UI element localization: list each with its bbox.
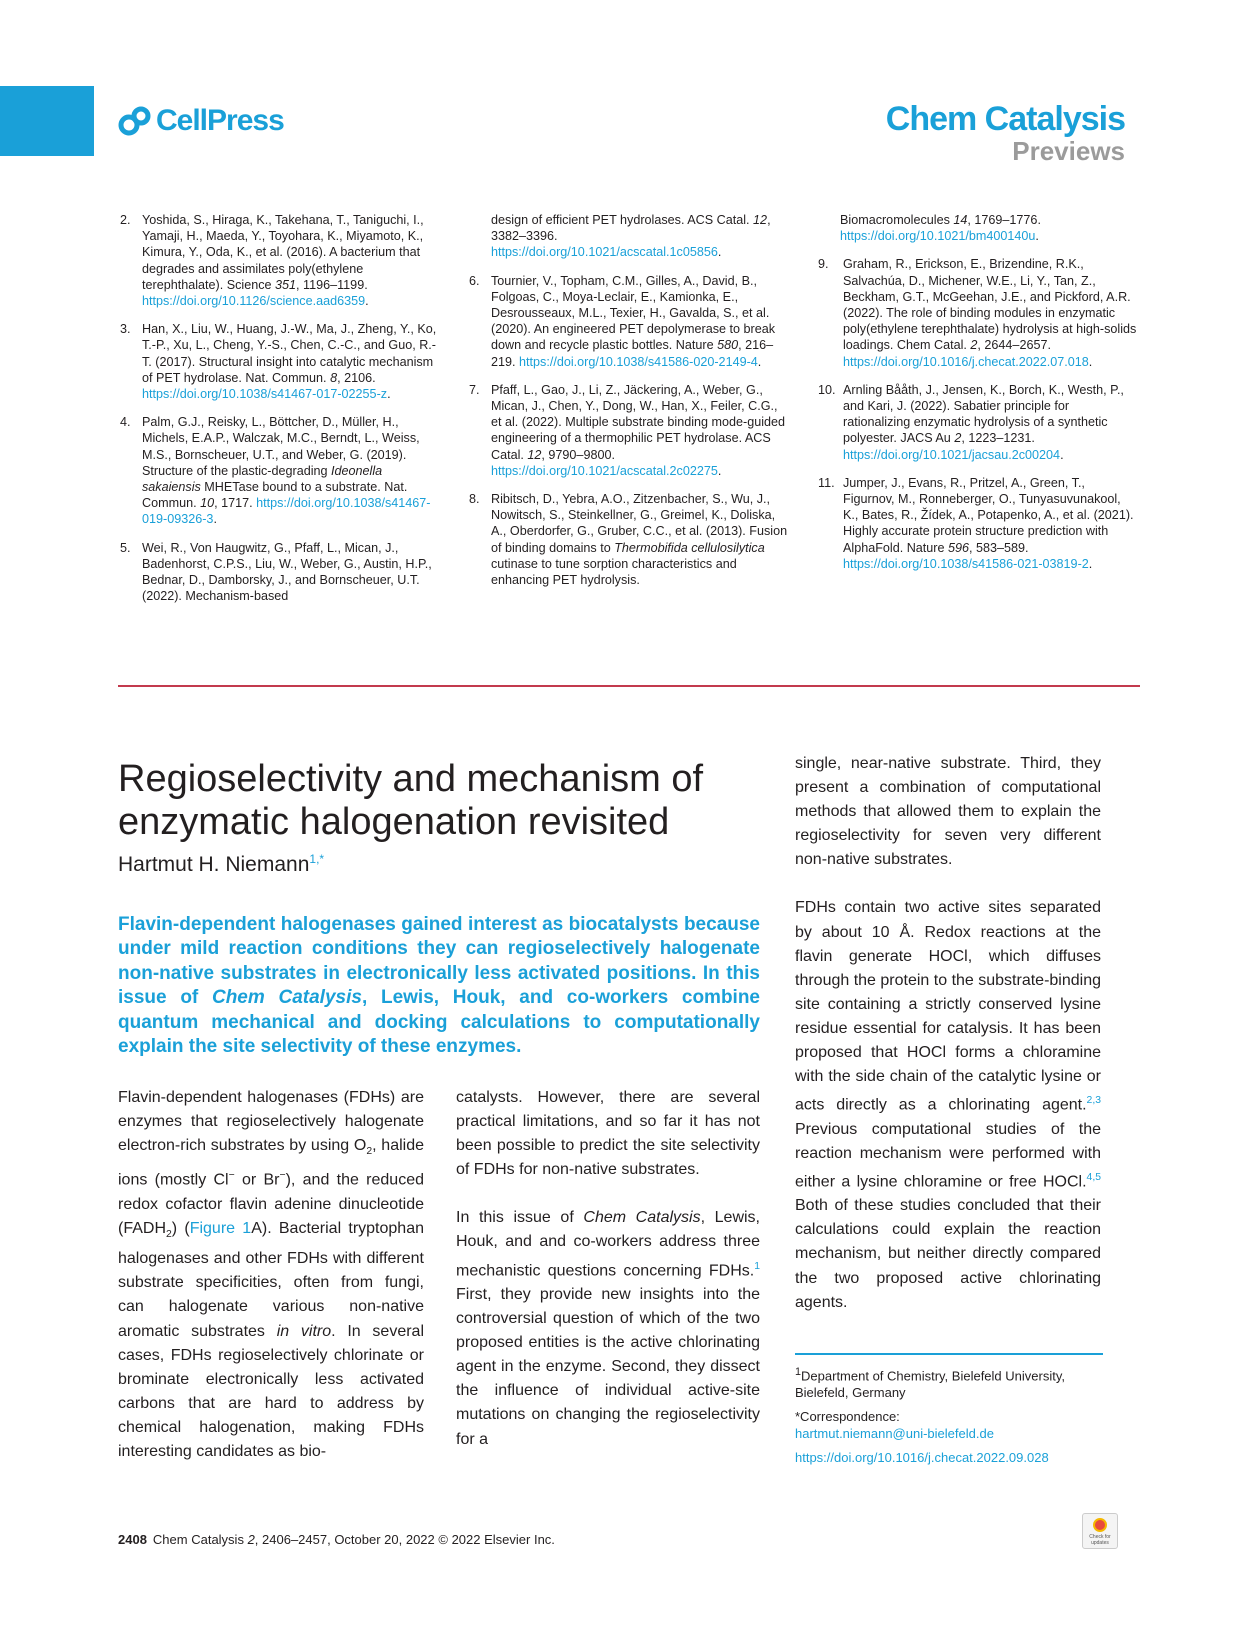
reference-text: , 216–219. — [491, 338, 774, 369]
reference-text: , 3382–3396. — [491, 213, 771, 244]
body-link[interactable]: Figure 1 — [189, 1219, 252, 1237]
affiliation-text: Department of Chemistry, Bielefeld University, Bielefeld, Germany — [795, 1368, 1065, 1401]
body-text: ) ( — [171, 1219, 190, 1237]
body-text: or Br — [234, 1171, 280, 1189]
body-text: in vitro — [276, 1322, 332, 1340]
reference-number: 10. — [818, 382, 836, 397]
reference-item — [818, 475, 1138, 572]
body-paragraph — [456, 1086, 760, 1182]
reference-text: 10 — [200, 496, 215, 511]
abstract-text: Chem Catalysis — [211, 987, 362, 1009]
footer-volume: 2 — [247, 1532, 255, 1547]
reference-item — [818, 382, 1138, 463]
abstract-text: , Lewis, Houk, and co-workers combine quantum mechanical and docking calculations to computationally explain the site selectivity of these enzymes. — [118, 987, 761, 1058]
references-column-2 — [469, 212, 789, 616]
reference-text: , 2106. — [337, 370, 376, 385]
reference-text: 580 — [717, 338, 739, 353]
reference-number: 9. — [818, 257, 829, 272]
check-for-updates-badge[interactable] — [1082, 1513, 1118, 1549]
reference-link[interactable]: https://doi.org/10.1021/acscatal.2c02275 — [491, 463, 718, 478]
body-link-wrap — [1087, 1172, 1101, 1183]
footer-journal: Chem Catalysis — [152, 1532, 248, 1547]
reference-text: , 1223–1231. — [961, 431, 1035, 446]
reference-text: . — [1060, 447, 1064, 462]
correspondence-email-link[interactable]: hartmut.niemann@uni-bielefeld.de — [795, 1426, 994, 1442]
affiliation-rule — [795, 1353, 1103, 1355]
body-link-wrap — [1087, 1095, 1101, 1106]
body-text: Both of these studies concluded that their calculations could explain the reaction mechanism, but neither directly compared the two proposed active chlorinating agents. — [795, 1197, 1101, 1311]
affiliation-block — [795, 1364, 1105, 1473]
body-text: ), and the reduced redox cofactor flavin adenine dinucleotide (FADH — [118, 1171, 425, 1237]
header-accent-tab — [0, 86, 94, 156]
reference-link[interactable]: https://doi.org/10.1126/science.aad6359 — [142, 294, 366, 309]
reference-item — [818, 256, 1138, 369]
reference-text — [491, 382, 789, 479]
body-text: − — [279, 1170, 286, 1182]
reference-item — [469, 212, 789, 261]
author-affiliation-mark[interactable]: 1,* — [309, 852, 325, 866]
reference-item — [469, 382, 789, 479]
reference-text: . — [213, 512, 217, 527]
reference-link[interactable]: https://doi.org/10.1016/j.checat.2022.07.018 — [843, 354, 1089, 369]
reference-link[interactable]: https://doi.org/10.1021/bm400140u — [840, 229, 1036, 244]
reference-text: Pfaff, L., Gao, J., Li, Z., Jäckering, A., Weber, G., Mican, J., Chen, Y., Dong, W., Han, X., Feiler, C.G., et al. (2022). Multiple substrate binding mode-guided engineering of a thermophilic PET hydrolase. ACS Catal. — [491, 382, 786, 462]
abstract-text: Flavin-dependent halogenases gained interest as biocatalysts because under mild reaction conditions they can regioselectively halogenate non-native substrates in electronically less activated positions. In this issue of — [118, 914, 760, 1009]
reference-text: Han, X., Liu, W., Huang, J.-W., Ma, J., Zheng, Y., Ko, T.-P., Xu, L., Cheng, Y.-S., Chen, C.-C., and Guo, R.-T. (2017). Structural insight into catalytic mechanism of PET hydrolase. Nat. Commun. — [142, 322, 437, 385]
reference-text: MHETase bound to a substrate. Nat. Commun. — [142, 480, 408, 511]
reference-text: Palm, G.J., Reisky, L., Böttcher, D., Müller, H., Michels, E.A.P., Walczak, M.C., Berndt, L., Weiss, M.S., Bornscheuer, U.T., and Weber, G. (2019). Structure of the plastic-degrading — [142, 415, 420, 478]
reference-text — [142, 414, 440, 527]
body-text: . In several cases, FDHs regioselectively chlorinate or brominate electronically less activated carbons that are hard to address by chemical halogenation, making FDHs interesting candidates as bio- — [118, 1322, 425, 1461]
reference-text: Biomacromolecules — [840, 213, 954, 227]
reference-text: Thermobifida cellulosilytica — [614, 540, 765, 555]
article-doi-link[interactable]: https://doi.org/10.1016/j.checat.2022.09.028 — [795, 1450, 1049, 1466]
section-name: Previews — [1012, 136, 1125, 166]
correspondence — [795, 1408, 1105, 1442]
reference-text: Arnling Bååth, J., Jensen, K., Borch, K., Westh, P., and Kari, J. (2022). Sabatier principle for rationalizing enzymatic hydrolysis of a synthetic polyester. JACS Au — [843, 382, 1124, 446]
reference-item — [120, 212, 440, 309]
reference-number: 8. — [469, 492, 480, 507]
reference-text: 8 — [330, 370, 338, 385]
body-text: , halide ions (mostly Cl — [118, 1137, 424, 1189]
reference-text: . — [365, 294, 369, 309]
reference-text: 2 — [970, 338, 978, 353]
body-link[interactable]: 1 — [754, 1260, 760, 1272]
references-list — [120, 212, 1138, 616]
author-line — [118, 852, 324, 877]
reference-text: 596 — [948, 540, 970, 555]
body-paragraph — [456, 1206, 760, 1451]
reference-text — [843, 475, 1138, 572]
body-paragraph — [795, 896, 1101, 1314]
reference-text: Graham, R., Erickson, E., Brizendine, R.K., Salvachúa, D., Michener, W.E., Li, Y., Tan, Z., Beckham, G.T., McGeehan, J.E., and Pickford, A.R. (2022). The role of binding modules in enzymatic poly(ethylene terephthalate) hydrolysis at high-solids loadings. Chem Catal. — [843, 257, 1137, 353]
reference-text: , 583–589. — [969, 540, 1029, 555]
reference-text — [843, 382, 1138, 463]
check-for-updates-label: Check for updates — [1089, 1534, 1111, 1546]
section-divider — [118, 685, 1140, 687]
page-number: 2408 — [118, 1532, 147, 1547]
body-paragraph — [118, 1086, 424, 1464]
reference-text: , 1196–1199. — [296, 277, 368, 292]
correspondence-label: *Correspondence: — [795, 1409, 900, 1425]
body-text: First, they provide new insights into the controversial question of which of the two proposed entities is the active chlorinating agent in the enzyme. Second, they dissect the influence of individual active-site mutations on changing the regioselectivity for a — [456, 1285, 760, 1448]
reference-text — [142, 212, 440, 309]
reference-item — [120, 321, 440, 402]
reference-text: , 1717. — [214, 496, 257, 511]
body-link-wrap — [754, 1261, 760, 1272]
reference-text: cutinase to tune sorption characteristics and enhancing PET hydrolysis. — [491, 556, 737, 588]
body-text: Chem Catalysis — [583, 1209, 701, 1227]
reference-text: design of efficient PET hydrolases. ACS Catal. — [491, 213, 754, 227]
reference-text: . — [717, 245, 722, 260]
reference-text: Ribitsch, D., Yebra, A.O., Zitzenbacher, S., Wu, J., Nowitsch, S., Steinkellner, G., Greimel, K., Doliska, A., Oberdorfer, G., Gruber, C.C., et al. (2013). Fusion of binding domains to — [491, 492, 788, 555]
publisher-name: CellPress — [156, 104, 284, 137]
reference-number: 4. — [120, 415, 131, 430]
reference-text: , 9790–9800. — [541, 447, 615, 462]
body-text: 2 — [366, 1146, 373, 1158]
reference-link[interactable]: https://doi.org/10.1021/jacsau.2c00204 — [843, 447, 1061, 462]
reference-link[interactable]: https://doi.org/10.1038/s41467-017-02255-z — [142, 387, 388, 402]
references-column-1 — [120, 212, 440, 616]
cellpress-logo-icon — [118, 106, 152, 136]
references-column-3 — [818, 212, 1138, 616]
body-text: − — [228, 1170, 235, 1182]
author-name: Hartmut H. Niemann — [118, 853, 310, 876]
reference-text: . — [387, 387, 391, 402]
reference-text: Jumper, J., Evans, R., Pritzel, A., Green, T., Figurnov, M., Ronneberger, O., Tunyasuvunakool, K., Bates, R., Žídek, A., Potapenko, A., et al. (2021). Highly accurate protein structure prediction with AlphaFold. Nature — [843, 475, 1134, 555]
reference-text: 2 — [954, 431, 962, 446]
cellpress-logo[interactable] — [118, 104, 284, 138]
journal-name: Chem Catalysis — [885, 100, 1125, 138]
reference-number: 11. — [818, 475, 835, 490]
reference-link[interactable]: https://doi.org/10.1021/acscatal.1c05856 — [491, 245, 718, 260]
reference-text — [843, 256, 1138, 369]
reference-text — [491, 491, 789, 588]
body-text: single, near-native substrate. Third, they present a combination of computational methods that allowed them to explain the regioselectivity for seven very different non-native substrates. — [795, 755, 1101, 869]
reference-text: Ideonella sakaiensis — [142, 463, 383, 495]
body-paragraph — [795, 752, 1101, 872]
reference-number: 3. — [120, 322, 131, 337]
reference-text — [818, 212, 1138, 244]
reference-item — [469, 273, 789, 370]
body-text: In this issue of — [456, 1209, 584, 1227]
body-text: Flavin-dependent halogenases (FDHs) are enzymes that regioselectively halogenate electron-rich substrates by using O — [118, 1089, 424, 1155]
article-abstract — [118, 913, 760, 1059]
affiliation — [795, 1364, 1105, 1401]
body-column-2 — [456, 1086, 760, 1476]
check-for-updates-icon — [1093, 1518, 1107, 1532]
article-title: Regioselectivity and mechanism of enzymatic halogenation revisited — [118, 758, 704, 843]
reference-item — [120, 540, 440, 605]
reference-text: Tournier, V., Topham, C.M., Gilles, A., David, B., Folgoas, C., Moya-Leclair, E., Kamionka, E., Desrousseaux, M.L., Texier, H., Gavalda, S., et al. (2020). An engineered PET depolymerase to break down and recycle plastic bottles. Nature — [491, 273, 776, 353]
body-column-3 — [795, 752, 1101, 1339]
reference-text: 351 — [275, 277, 297, 292]
reference-text: , 2644–2657. — [977, 338, 1051, 353]
reference-text — [142, 540, 440, 605]
reference-number: 2. — [120, 213, 131, 227]
reference-text: 12 — [527, 447, 542, 462]
body-text: catalysts. However, there are several practical limitations, and so far it has not been possible to predict the site selectivity of FDHs for non-native substrates. — [456, 1089, 760, 1179]
reference-text: 14 — [953, 213, 968, 227]
reference-text: Wei, R., Von Haugwitz, G., Pfaff, L., Mican, J., Badenhorst, C.P.S., Liu, W., Weber, G., Austin, H.P., Bednar, D., Damborsky, J., and Bornscheuer, U.T. (2022). Mechanism-based — [142, 540, 432, 604]
reference-number: 5. — [120, 540, 131, 555]
reference-text — [469, 212, 789, 261]
reference-link[interactable]: https://doi.org/10.1038/s41467-019-09326-3 — [142, 496, 431, 527]
reference-text: . — [717, 463, 722, 478]
body-column-1 — [118, 1086, 424, 1488]
reference-link[interactable]: https://doi.org/10.1038/s41586-020-2149-4 — [519, 354, 758, 369]
reference-number: 6. — [469, 273, 480, 288]
reference-text — [491, 273, 789, 370]
article-doi — [795, 1449, 1105, 1466]
affiliation-mark: 1 — [795, 1366, 802, 1378]
body-text: A). Bacterial tryptophan halogenases and other FDHs with different substrate specificities, often from fungi, can halogenate various non-native aromatic substrates — [118, 1219, 424, 1340]
body-link[interactable]: 2,3 — [1086, 1095, 1101, 1107]
footer-citation: , 2406–2457, October 20, 2022 © 2022 Elsevier Inc. — [254, 1532, 555, 1547]
reference-text: . — [1088, 354, 1093, 369]
reference-text: . — [1035, 229, 1039, 244]
body-text: , Lewis, Houk, and and co-workers address three mechanistic questions concerning FDHs. — [456, 1209, 761, 1279]
reference-item — [469, 491, 789, 588]
body-text: Previous computational studies of the reaction mechanism were performed with either a lysine chloramine or free HOCl. — [795, 1120, 1101, 1191]
reference-text: , 1769–1776. — [967, 213, 1041, 227]
page-footer — [118, 1532, 555, 1547]
reference-text: . — [757, 354, 762, 369]
reference-item — [818, 212, 1138, 244]
reference-text — [142, 321, 440, 402]
reference-text: 12 — [753, 213, 768, 227]
reference-link[interactable]: https://doi.org/10.1038/s41586-021-03819-2 — [843, 556, 1089, 571]
reference-item — [120, 414, 440, 527]
body-text: FDHs contain two active sites separated by about 10 Å. Redox reactions at the flavin generate HOCl, which diffuses through the protein to the substrate-binding site containing a strictly conserved lysine residue essential for catalysis. It has been proposed that HOCl forms a chloramine with the side chain of the catalytic lysine or acts directly as a chlorinating agent. — [795, 899, 1101, 1114]
journal-masthead — [886, 100, 1125, 164]
body-text: 2 — [166, 1229, 172, 1241]
body-link[interactable]: 4,5 — [1086, 1171, 1101, 1183]
reference-number: 7. — [469, 382, 480, 397]
reference-text: . — [1088, 556, 1093, 571]
reference-text: Yoshida, S., Hiraga, K., Takehana, T., Taniguchi, I., Yamaji, H., Maeda, Y., Toyohara, K., Miyamoto, K., Kimura, Y., Oda, K., et al. (2016). A bacterium that degrades and assimilates poly(ethylene terephthalate). Science — [142, 213, 424, 292]
